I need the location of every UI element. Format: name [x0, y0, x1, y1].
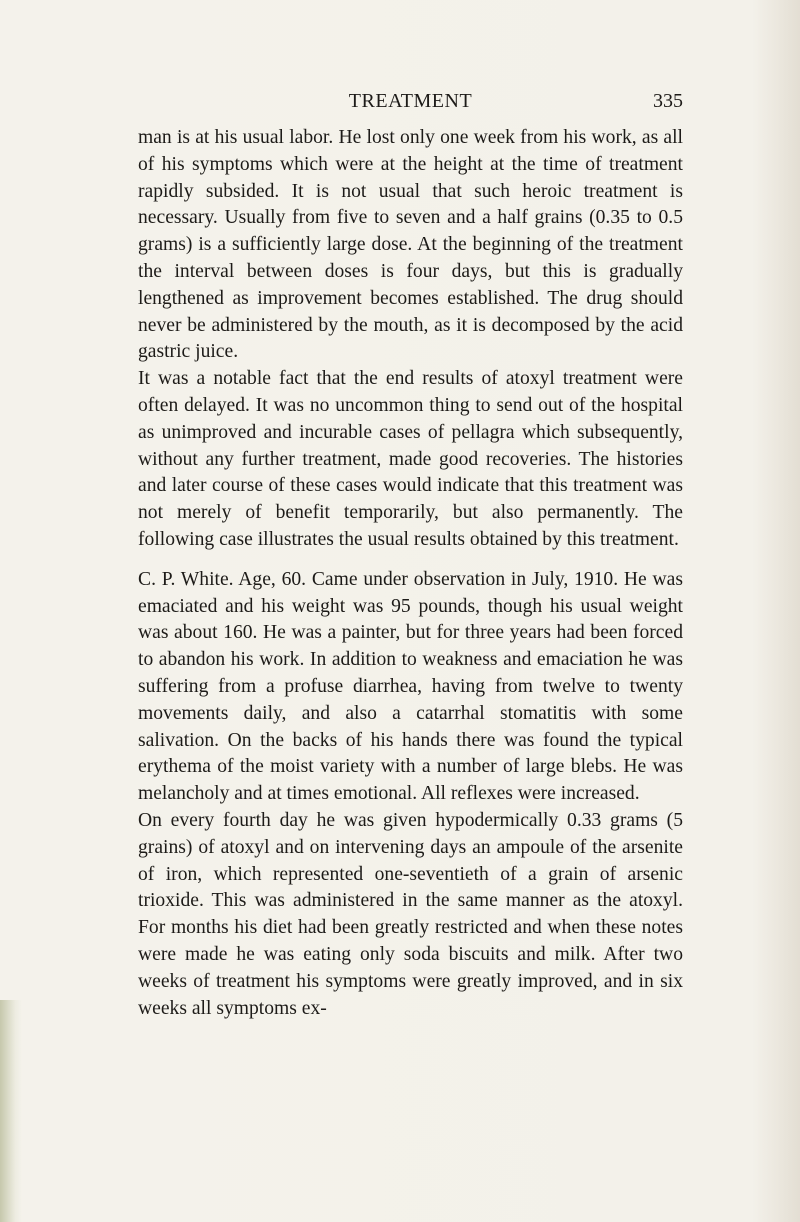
- paragraph-1: man is at his usual labor. He lost only one week from his work, as all of his symptoms which were at the height at the time of treatment rapidly subsided. It is not usual that such heroic treatment is necessary. Usually from five to seven and a half grains (0.35 to 0.5 grams) is a sufficiently large dose. At the beginning of the treatment the interval between doses is four days, but this is gradually lengthened as improvement becomes established. The drug should never be administered by the mouth, as it is decomposed by the acid gastric juice.: [138, 127, 683, 363]
- page-edge-shadow: [0, 1000, 22, 1222]
- paragraph-2: It was a notable fact that the end results of atoxyl treatment were often delayed. It was no uncommon thing to send out of the hospital as unimproved and incurable cases of pellagra which subsequently, without any further treatment, made good recoveries. The histories and later course of these cases would indicate that this treatment was not merely of benefit temporarily, but also permanently. The following case illustrates the usual results obtained by this treatment.: [138, 368, 683, 550]
- running-head: TREATMENT: [348, 90, 473, 112]
- page-header: [138, 89, 683, 113]
- page-number: 335: [653, 90, 683, 112]
- paragraph-3-case-report: C. P. White. Age, 60. Came under observation in July, 1910. He was emaciated and his weight was 95 pounds, though his usual weight was about 160. He was a painter, but for three years had been forced to abandon his work. In addition to weakness and emaciation he was suffering from a profuse diarrhea, having from twelve to twenty movements daily, and also a catarrhal stomatitis with some salivation. On the backs of his hands there was found the typical erythema of the moist variety with a number of large blebs. He was melancholy and at times emotional. All reflexes were increased.: [138, 568, 683, 805]
- paragraph-4: On every fourth day he was given hypodermically 0.33 grams (5 grains) of atoxyl and on intervening days an ampoule of the arsenite of iron, which represented one-seventieth of a grain of arsenic trioxide. This was administered in the same manner as the atoxyl. For months his diet had been greatly restricted and when these notes were made he was eating only soda biscuits and milk. After two weeks of treatment his symptoms were greatly improved, and in six weeks all symptoms ex-: [138, 809, 683, 1019]
- body-text: [138, 125, 683, 1022]
